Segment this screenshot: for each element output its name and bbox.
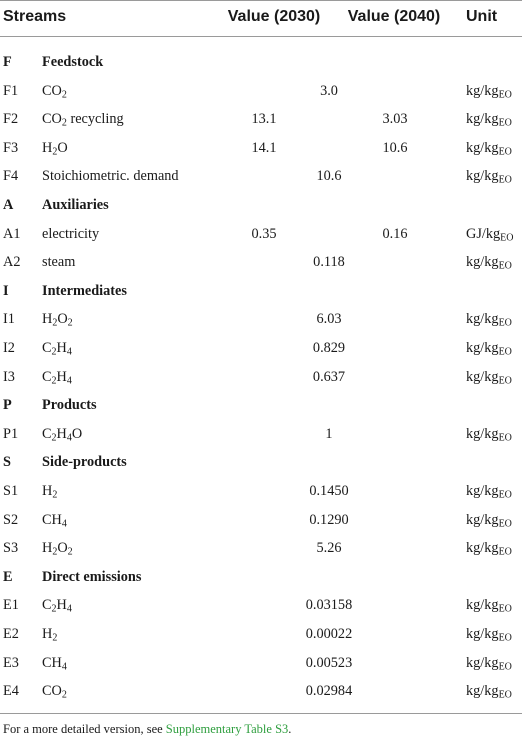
row-code: E1: [3, 597, 19, 613]
row-value: 0.1450: [309, 483, 349, 499]
row-value-2030: 0.35: [251, 226, 277, 242]
row-value: 0.118: [313, 254, 345, 270]
row-unit: $kg/kg_{EO}$: [466, 254, 512, 272]
row-code: E4: [3, 683, 19, 699]
row-stream: steam: [42, 254, 76, 270]
section-code: P: [3, 397, 12, 413]
section-code: E: [3, 569, 13, 585]
section-code: I: [3, 283, 9, 299]
row-stream: $CO_2$: [42, 83, 67, 101]
row-value-2030: 14.1: [251, 140, 277, 156]
row-value: 0.00022: [305, 626, 353, 642]
row-code: P1: [3, 426, 19, 442]
row-unit: $kg/kg_{EO}$: [466, 683, 512, 701]
section-code: A: [3, 197, 14, 213]
row-stream: $CO_2$: [42, 683, 67, 701]
row-stream: Stoichiometric. demand: [42, 168, 179, 184]
row-unit: $kg/kg_{EO}$: [466, 512, 512, 530]
footnote: [3, 722, 291, 737]
row-stream: $H_2O_2$: [42, 311, 73, 329]
row-code: S1: [3, 483, 19, 499]
row-code: I2: [3, 340, 15, 356]
row-unit: $kg/kg_{EO}$: [466, 597, 512, 615]
header-rule: [0, 36, 522, 37]
row-unit: $kg/kg_{EO}$: [466, 426, 512, 444]
section-code: F: [3, 54, 12, 70]
row-code: F4: [3, 168, 19, 184]
row-unit: $GJ/kg_{EO}$: [466, 226, 514, 244]
supplementary-table-link[interactable]: Supplementary Table S3: [165, 722, 289, 736]
row-stream: $C_2H_4$: [42, 340, 72, 358]
row-stream: $H_2O_2$: [42, 540, 73, 558]
row-code: F3: [3, 140, 19, 156]
row-value-2040: 3.03: [382, 111, 408, 127]
row-unit: $kg/kg_{EO}$: [466, 655, 512, 673]
row-value-2040: 0.16: [382, 226, 408, 242]
header-streams: Streams: [3, 8, 67, 25]
row-stream: $CH_4$: [42, 512, 67, 530]
row-code: E2: [3, 626, 19, 642]
row-code: A2: [3, 254, 21, 270]
header-value-2040: Value (2040): [347, 8, 441, 25]
header-value-2030: Value (2030): [227, 8, 321, 25]
row-value: 0.637: [312, 369, 346, 385]
section-code: S: [3, 454, 11, 470]
row-stream: $H_2$: [42, 626, 58, 644]
row-value: 0.02984: [305, 683, 353, 699]
row-stream: $CH_4$: [42, 655, 67, 673]
row-stream: electricity: [42, 226, 100, 242]
row-value: 5.26: [316, 540, 342, 556]
row-stream: $C_2H_4O$: [42, 426, 83, 444]
row-value: 1: [325, 426, 333, 442]
row-unit: $kg/kg_{EO}$: [466, 140, 512, 158]
row-code: F2: [3, 111, 19, 127]
section-label: Direct emissions: [42, 569, 142, 585]
row-unit: $kg/kg_{EO}$: [466, 111, 512, 129]
row-stream: $CO_2$ recycling: [42, 111, 124, 129]
row-code: E3: [3, 655, 19, 671]
row-code: A1: [3, 226, 21, 242]
section-label: Feedstock: [42, 54, 104, 70]
row-code: F1: [3, 83, 19, 99]
row-unit: $kg/kg_{EO}$: [466, 483, 512, 501]
footnote-text: For a more detailed version, see: [3, 722, 166, 736]
row-value-2030: 13.1: [251, 111, 277, 127]
row-value: 0.03158: [305, 597, 353, 613]
section-label: Side-products: [42, 454, 127, 470]
row-unit: $kg/kg_{EO}$: [466, 83, 512, 101]
row-unit: $kg/kg_{EO}$: [466, 168, 512, 186]
header-unit: Unit: [466, 8, 498, 25]
footnote-period: .: [288, 722, 292, 736]
row-unit: $kg/kg_{EO}$: [466, 369, 512, 387]
row-unit: $kg/kg_{EO}$: [466, 626, 512, 644]
row-unit: $kg/kg_{EO}$: [466, 311, 512, 329]
section-label: Auxiliaries: [42, 197, 109, 213]
row-value: 0.00523: [305, 655, 353, 671]
table-top-rule: [0, 0, 522, 1]
row-value-2040: 10.6: [382, 140, 408, 156]
row-code: I3: [3, 369, 15, 385]
table-bottom-rule: [0, 713, 522, 714]
row-value: 10.6: [316, 168, 342, 184]
section-label: Products: [42, 397, 97, 413]
row-stream: $C_2H_4$: [42, 597, 72, 615]
row-code: I1: [3, 311, 15, 327]
row-code: S3: [3, 540, 19, 556]
row-value: 6.03: [316, 311, 342, 327]
row-unit: $kg/kg_{EO}$: [466, 540, 512, 558]
row-stream: $H_2O$: [42, 140, 68, 158]
row-value: 3.0: [320, 83, 338, 99]
section-label: Intermediates: [42, 283, 127, 299]
row-unit: $kg/kg_{EO}$: [466, 340, 512, 358]
row-value: 0.829: [312, 340, 346, 356]
row-code: S2: [3, 512, 19, 528]
row-value: 0.1290: [309, 512, 349, 528]
row-stream: $C_2H_4$: [42, 369, 72, 387]
row-stream: $H_2$: [42, 483, 58, 501]
